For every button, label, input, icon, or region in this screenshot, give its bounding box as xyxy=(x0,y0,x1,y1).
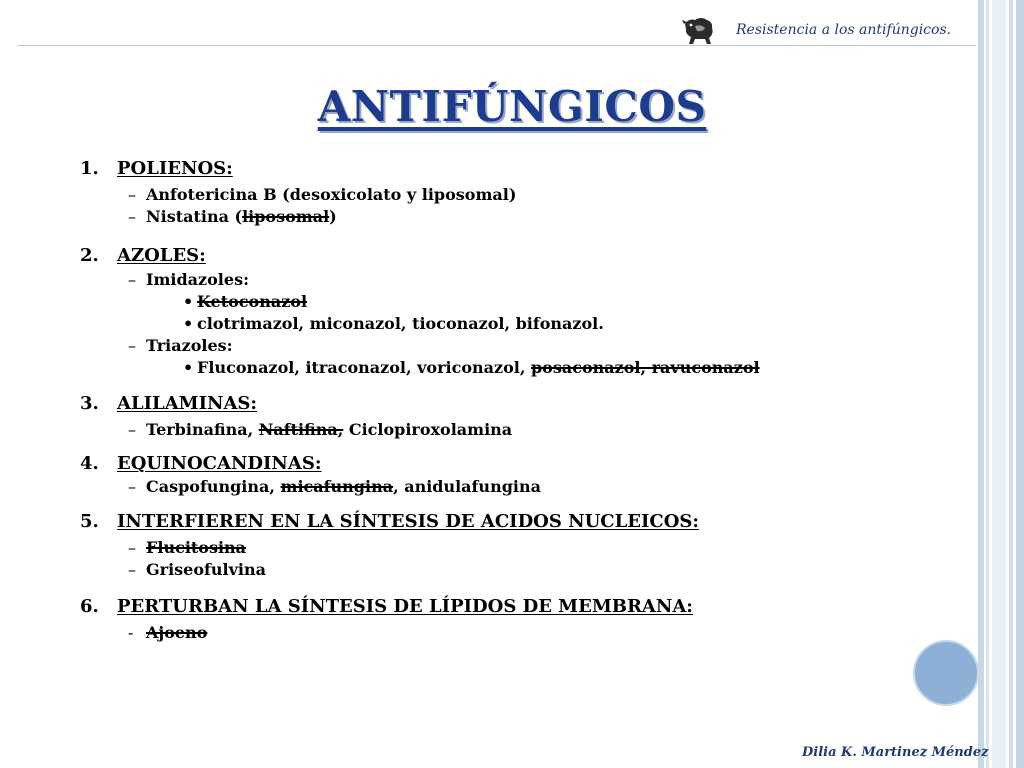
list-item: – Triazoles: xyxy=(128,336,233,355)
header-text: Resistencia a los antifúngicos. xyxy=(736,22,952,38)
list-item: – Imidazoles: xyxy=(128,270,249,289)
list-item: – Anfotericina B (desoxicolato y liposomal) xyxy=(128,185,517,204)
section-heading: 2. AZOLES: xyxy=(80,245,206,266)
list-item: – Nistatina (liposomal) xyxy=(128,207,337,226)
section-heading: 4. EQUINOCANDINAS: xyxy=(80,453,322,474)
author-footer: Dilia K. Martinez Méndez xyxy=(802,745,989,760)
page-title: ANTIFÚNGICOS xyxy=(317,82,707,131)
list-item: – Griseofulvina xyxy=(128,560,266,579)
decorative-circle xyxy=(913,640,979,706)
section-heading: 1. POLIENOS: xyxy=(80,158,233,179)
section-heading: 5. INTERFIEREN EN LA SÍNTESIS DE ACIDOS NUCLEICOS: xyxy=(80,511,700,532)
header-rule xyxy=(18,45,976,46)
list-item: – Terbinafina, Naftifina, Ciclopiroxolamina xyxy=(128,420,513,439)
list-item: – Flucitosina xyxy=(128,538,247,557)
section-heading: 6. PERTURBAN LA SÍNTESIS DE LÍPIDOS DE MEMBRANA: xyxy=(80,596,693,617)
list-item: - Ajoeno xyxy=(128,623,208,642)
animal-logo-icon xyxy=(681,14,717,46)
list-item: • clotrimazol, miconazol, tioconazol, bifonazol. xyxy=(183,314,604,333)
outline-content xyxy=(80,158,940,642)
list-item: • Ketoconazol xyxy=(183,292,308,311)
section-heading: 3. ALILAMINAS: xyxy=(80,393,258,414)
list-item: • Fluconazol, itraconazol, voriconazol, posaconazol, ravuconazol xyxy=(183,358,760,377)
list-item: – Caspofungina, micafungina, anidulafungina xyxy=(128,477,541,496)
